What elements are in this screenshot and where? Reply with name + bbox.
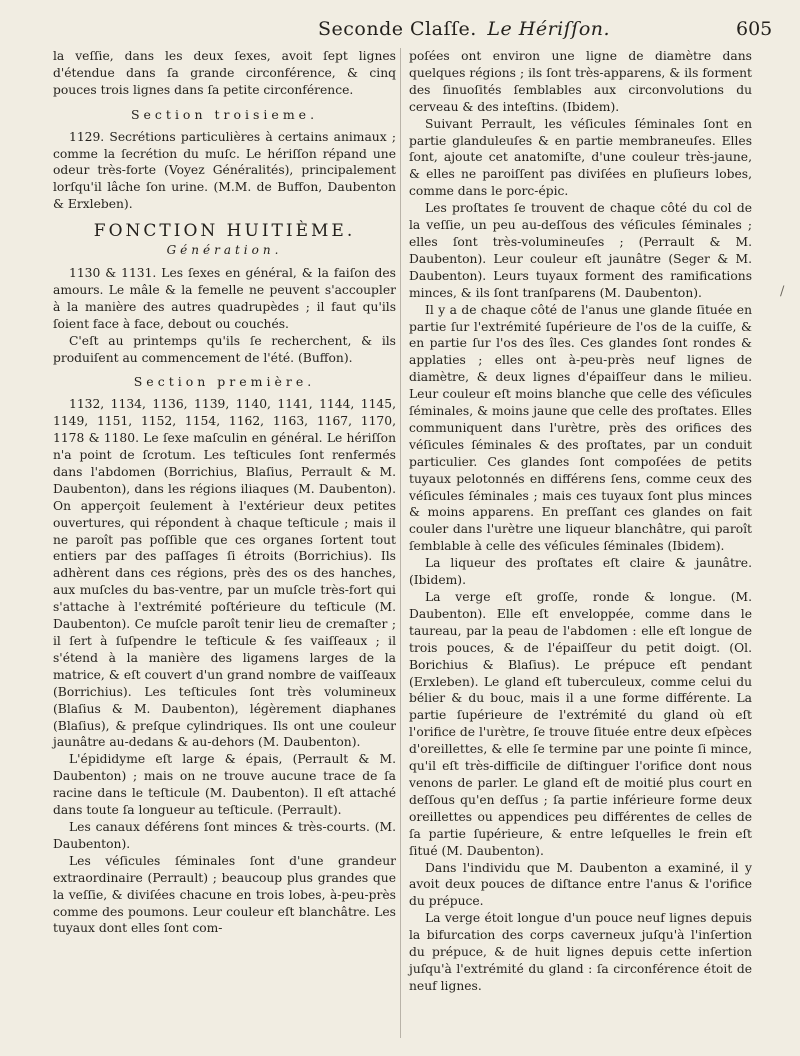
paragraph: La verge eſt groſſe, ronde & longue. (M. Daubenton). Elle eſt enveloppée, comme dans le taureau, par la peau de l'abdomen : elle eſt longue de trois pouces, & de l'épaiſſeur du petit doigt. (Ol. Borichius & Blaſius). Le prépuce eſt pendant (Erxleben). Le gland eſt tuberculeux, comme celui du bélier & du bouc, mais il a une forme différente. La partie ſupérieure de l'extrémité du gland où eſt l'orifice de l'urètre, ſe trouve ſituée entre deux eſpèces d'oreillettes, & elle ſe termine par une pointe ſi mince, qu'il eſt très-difficile de diſtinguer l'orifice dont nous venons de parler. Le gland eſt de moitié plus court en deſſous qu'en deſſus ; ſa partie inférieure forme deux oreillettes ou appendices peu différentes de celles de ſa partie ſupérieure, & entre leſquelles le frein eſt ſitué (M. Daubenton).: [409, 590, 752, 858]
running-header: [0, 0, 800, 44]
paragraph: La liqueur des proſtates eſt claire & jaunâtre. (Ibidem).: [409, 556, 752, 588]
column-divider: [400, 48, 401, 1038]
running-title: Seconde Claſſe. Le Hériſſon.: [318, 18, 611, 40]
right-column: [409, 48, 752, 995]
paragraph: Les véſicules ſéminales ſont d'une grandeur extraordinaire (Perrault) ; beaucoup plus grandes que la veſſie, & diviſées chacune en trois lobes, à-peu-près comme des poumons. Leur couleur eſt blanchâtre. Les tuyaux dont elles ſont com-: [53, 853, 396, 936]
paragraph: Les canaux déférens ſont minces & très-courts. (M. Daubenton).: [53, 819, 396, 851]
paragraph: 1129. Secrétions particulières à certains animaux ; comme la ſecrétion du muſc. Le hériſſon répand une odeur très-forte (Voyez Généralités), principalement lorſqu'il lâche ſon urine. (M.M. de Buffon, Daubenton & Erxleben).: [53, 129, 396, 212]
paragraph: Suivant Perrault, les véſicules ſéminales ſont en partie glanduleuſes & en partie membraneuſes. Elles ſont, ajoute cet anatomiſte, d'une couleur très-jaune, & elles ne paroiſſent pas diviſées en pluſieurs lobes, comme dans le porc-épic.: [409, 116, 752, 199]
paragraph: la veſſie, dans les deux ſexes, avoit ſept lignes d'étendue dans ſa grande circonférence, & cinq pouces trois lignes dans ſa petite circonférence.: [53, 49, 396, 97]
paragraph: C'eſt au printemps qu'ils ſe recherchent, & ils produiſent au commencement de l'été. (Buffon).: [53, 333, 396, 365]
paragraph: 1130 & 1131. Les ſexes en général, & la faiſon des amours. Le mâle & la femelle ne peuvent s'accoupler à la manière des autres quadrupèdes ; il faut qu'ils ſoient face à face, debout ou couchés.: [53, 265, 396, 331]
paragraph: La verge étoit longue d'un pouce neuf lignes depuis la bifurcation des corps caverneux juſqu'à l'inſertion du prépuce, & de huit lignes depuis cette inſertion juſqu'à l'extrémité du gland : ſa circonférence étoit de neuf lignes.: [409, 911, 752, 993]
chapter-subheading: Génération.: [166, 243, 283, 258]
paragraph: 1132, 1134, 1136, 1139, 1140, 1141, 1144, 1145, 1149, 1151, 1152, 1154, 1162, 1163, 1167, 1170, 1178 & 1180. Le ſexe maſculin en général. Le hériſſon n'a point de ſcrotum. Les teſticules ſont renfermés dans l'abdomen (Borrichius, Blaſius, Perrault & M. Daubenton), dans les régions iliaques (M. Daubenton). On apperçoit ſeulement à l'extérieur deux petites ouvertures, qui répondent à chaque teſticule ; mais il ne paroît pas poſſible que ces organes ſortent tout entiers par des paſſages ſi étroits (Borrichius). Ils adhèrent dans ces régions, près des os des hanches, aux muſcles du bas-ventre, par un muſcle très-fort qui s'attache à l'extrémité poſtérieure du teſticule (M. Daubenton). Ce muſcle paroît tenir lieu de cremaſter ; il ſert à ſuſpendre le teſticule & ſes vaiſſeaux ; il s'étend à la manière des ligamens larges de la matrice, & eſt couvert d'un grand nombre de vaiſſeaux (Borrichius). Les teſticules ſont très volumineux (Blaſius & M. Daubenton), légèrement diaphanes (Blaſius), & preſque cylindriques. Ils ont une couleur jaunâtre au-dedans & au-dehors (M. Daubenton).: [53, 397, 396, 750]
chapter-heading: FONCTION HUITIÈME.: [93, 221, 356, 242]
paragraph: Il y a de chaque côté de l'anus une glande ſituée en partie ſur l'extrémité ſupérieure de l'os de la cuiſſe, & en partie ſur l'os des îles. Ces glandes ſont rondes & applaties ; elles ont à-peu-près neuf lignes de diamètre, & deux lignes d'épaiſſeur dans le milieu. Leur couleur eſt moins blanche que celle des véſicules ſéminales, & moins jaune que celle des proſtates. Elles communiquent dans l'urètre, près des orifices des véſicules ſéminales & des proſtates, par un conduit particulier. Ces glandes ſont compoſées de petits tuyaux pelotonnés en différens ſens, comme ceux des véſicules ſéminales ; mais ces tuyaux ſont plus minces & moins apparens. En preſſant ces glandes on fait couler dans l'urètre une liqueur blanchâtre, qui paroît ſemblable à celle des véſicules ſéminales (Ibidem).: [409, 302, 752, 554]
paragraph: L'épididyme eſt large & épais, (Perrault & M. Daubenton) ; mais on ne trouve aucune trace de ſa racine dans le teſticule (M. Daubenton). Il eſt attaché dans toute ſa longueur au teſticule. (Perrault).: [53, 752, 396, 818]
section-heading: Section troisieme.: [130, 106, 319, 122]
page-number: 605: [736, 18, 773, 40]
margin-mark: /: [780, 284, 785, 299]
paragraph: Dans l'individu que M. Daubenton a examiné, il y avoit deux pouces de diſtance entre l'anus & l'orifice du prépuce.: [409, 860, 752, 909]
paragraph: poſées ont environ une ligne de diamètre dans quelques régions ; ils ſont très-apparens, & ils forment des ſinuoſités ſemblables aux circonvolutions du cerveau & des inteſtins. (Ibidem).: [409, 49, 752, 114]
left-column: [53, 48, 396, 937]
paragraph: Les proſtates ſe trouvent de chaque côté du col de la veſſie, un peu au-deſſous des véſicules ſéminales ; elles ſont très-volumineuſes ; (Perrault & M. Daubenton). Leur couleur eſt jaunâtre (Seger & M. Daubenton). Leurs tuyaux forment des ramifications minces, & ils ſont tranſparens (M. Daubenton).: [409, 201, 752, 300]
section-heading: Section première.: [133, 374, 316, 390]
